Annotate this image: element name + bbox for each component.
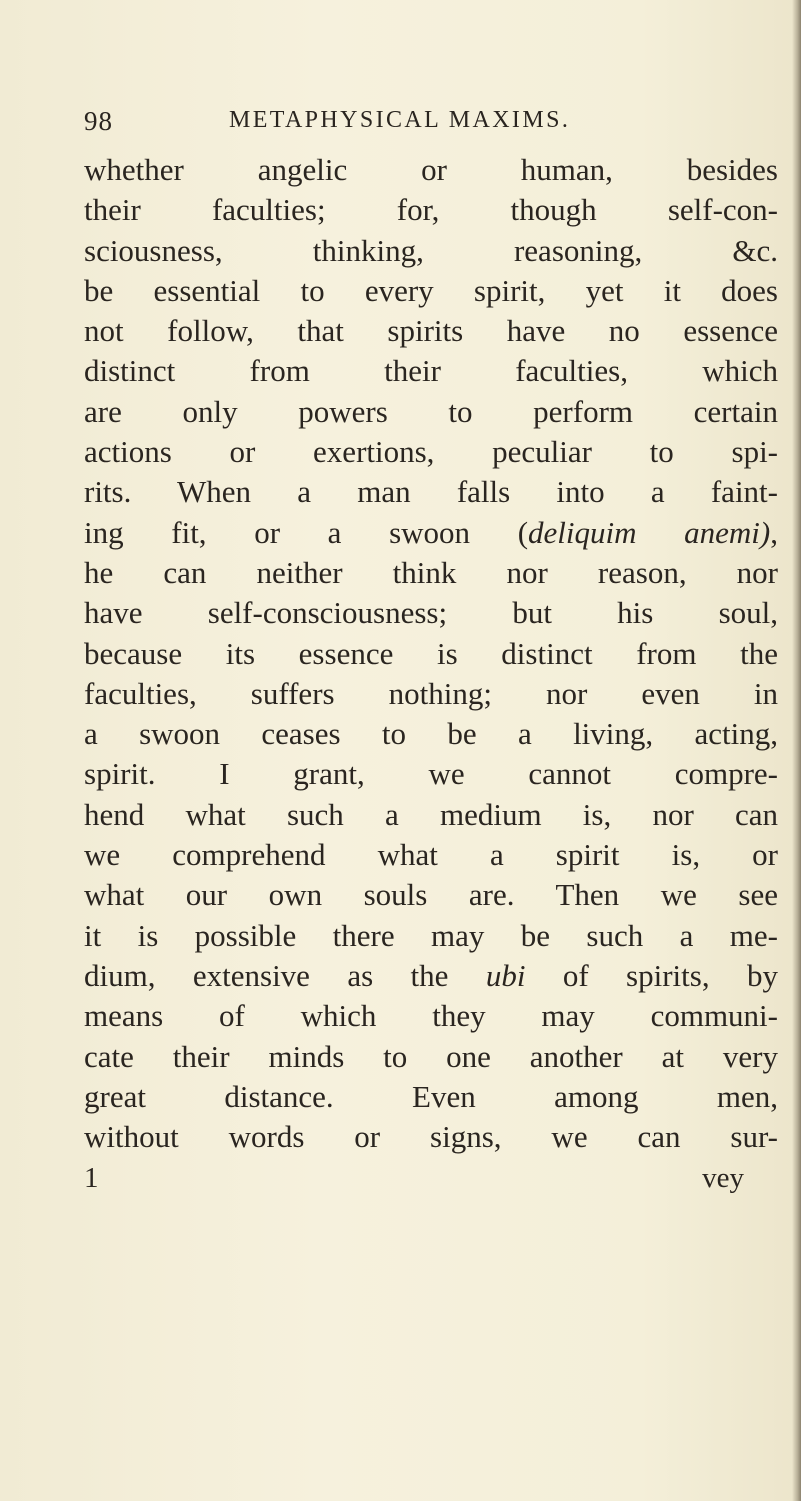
text-line — [84, 956, 778, 996]
text-line: hend what such a medium is, nor can — [84, 796, 778, 832]
running-head-title: METAPHYSICAL MAXIMS. — [229, 107, 571, 133]
text-segment: dium, extensive as the — [84, 957, 486, 993]
text-line: he can neither think nor reason, nor — [84, 554, 778, 590]
text-line: spirit. I grant, we cannot compre- — [84, 756, 778, 792]
text-segment: of spirits, by — [525, 957, 778, 993]
text-line: faculties, suffers nothing; nor even in — [84, 675, 778, 711]
text-line: sciousness, thinking, reasoning, &c. — [84, 232, 778, 268]
text-line: great distance. Even among men, — [84, 1078, 778, 1114]
text-line — [84, 513, 778, 553]
text-line: because its essence is distinct from the — [84, 635, 778, 671]
text-segment: , — [770, 514, 778, 550]
body-text — [84, 150, 778, 1157]
text-line: cate their minds to one another at very — [84, 1038, 778, 1074]
text-segment: ing fit, or a swoon ( — [84, 514, 529, 550]
text-line: a swoon ceases to be a living, acting, — [84, 716, 778, 752]
text-line: means of which they may communi- — [84, 998, 778, 1034]
running-head — [84, 106, 744, 146]
signature-mark: 1 — [84, 1162, 99, 1194]
italic-phrase: deliquim anemi) — [528, 514, 771, 550]
italic-phrase: ubi — [485, 957, 526, 993]
text-line: rits. When a man falls into a faint- — [84, 474, 778, 510]
text-line: their faculties; for, though self-con- — [84, 192, 778, 228]
text-line: distinct from their faculties, which — [84, 353, 778, 389]
text-line: we comprehend what a spirit is, or — [84, 837, 778, 873]
text-line: what our own souls are. Then we see — [84, 877, 778, 913]
catchword: vey — [702, 1162, 744, 1194]
text-line: actions or exertions, peculiar to spi- — [84, 434, 778, 470]
text-line: without words or signs, we can sur- — [84, 1119, 778, 1155]
page-number: 98 — [84, 106, 113, 136]
text-line: be essential to every spirit, yet it does — [84, 272, 778, 308]
text-line: it is possible there may be such a me- — [84, 917, 778, 953]
page-edge-shadow — [792, 0, 801, 1501]
text-line: are only powers to perform certain — [84, 393, 778, 429]
text-line: not follow, that spirits have no essence — [84, 313, 778, 349]
text-line: have self-consciousness; but his soul, — [84, 595, 778, 631]
catchline — [84, 1162, 778, 1202]
text-line: whether angelic or human, besides — [84, 152, 778, 187]
